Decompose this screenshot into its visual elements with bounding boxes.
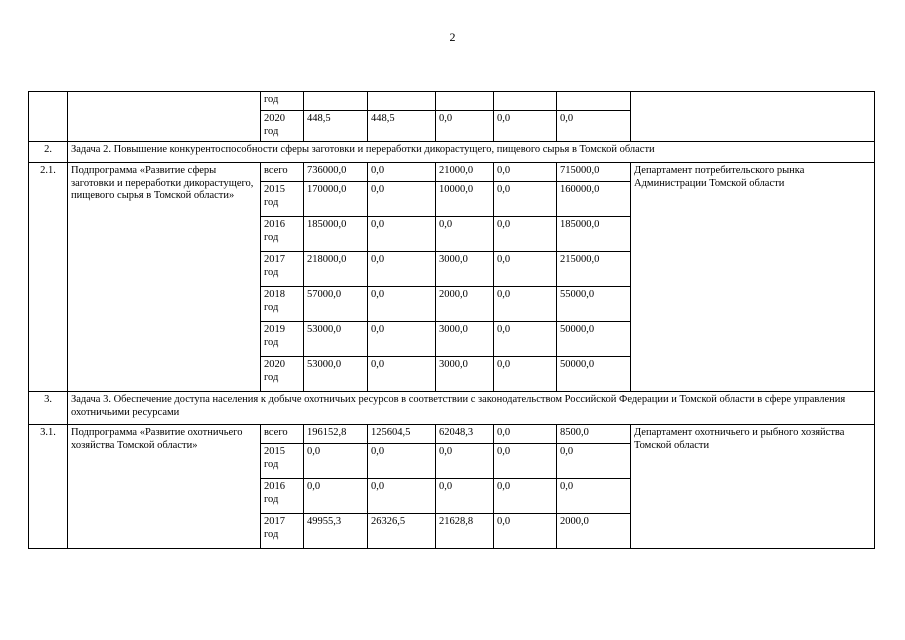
task-row	[29, 392, 875, 425]
period-cell: 2017 год	[261, 514, 304, 549]
name-cell	[68, 92, 261, 142]
period-cell: 2016 год	[261, 479, 304, 514]
value-cell: 0,0	[304, 444, 368, 479]
value-cell: 8500,0	[557, 425, 631, 444]
task-text: Задача 3. Обеспечение доступа населения к добыче охотничьих ресурсов в соответствии с законодательством Российской Федерации и Томской области в сфере управления охотничьими ресурсами	[68, 392, 875, 425]
value-cell: 0,0	[494, 357, 557, 392]
value-cell: 0,0	[494, 217, 557, 252]
value-cell: 0,0	[557, 479, 631, 514]
value-cell: 21000,0	[436, 163, 494, 182]
value-cell: 0,0	[494, 287, 557, 322]
value-cell: 3000,0	[436, 322, 494, 357]
value-cell: 0,0	[368, 252, 436, 287]
value-cell: 0,0	[436, 444, 494, 479]
value-cell: 0,0	[368, 322, 436, 357]
value-cell: 0,0	[368, 357, 436, 392]
value-cell: 0,0	[304, 479, 368, 514]
value-cell: 2000,0	[557, 514, 631, 549]
value-cell: 0,0	[557, 444, 631, 479]
value-cell: 185000,0	[557, 217, 631, 252]
value-cell	[368, 92, 436, 111]
value-cell: 3000,0	[436, 252, 494, 287]
period-cell: год	[261, 92, 304, 111]
responsible-cell: Департамент потребительского рынка Администрации Томской области	[631, 163, 875, 392]
subprogram-name: Подпрограмма «Развитие охотничьего хозяйства Томской области»	[68, 425, 261, 549]
period-cell: 2020 год	[261, 111, 304, 142]
value-cell: 125604,5	[368, 425, 436, 444]
value-cell: 2000,0	[436, 287, 494, 322]
subprogram-number: 2.1.	[29, 163, 68, 392]
value-cell: 0,0	[368, 182, 436, 217]
task-number: 3.	[29, 392, 68, 425]
value-cell: 0,0	[494, 444, 557, 479]
responsible-cell: Департамент охотничьего и рыбного хозяйства Томской области	[631, 425, 875, 549]
value-cell: 0,0	[494, 163, 557, 182]
period-cell: 2015 год	[261, 444, 304, 479]
value-cell: 0,0	[436, 479, 494, 514]
value-cell	[494, 92, 557, 111]
value-cell: 62048,3	[436, 425, 494, 444]
period-cell: всего	[261, 425, 304, 444]
continuation-header-row	[29, 92, 875, 111]
value-cell: 0,0	[494, 111, 557, 142]
value-cell: 53000,0	[304, 357, 368, 392]
value-cell: 0,0	[557, 111, 631, 142]
number-cell	[29, 92, 68, 142]
period-cell: 2020 год	[261, 357, 304, 392]
year-row	[29, 425, 875, 444]
value-cell: 185000,0	[304, 217, 368, 252]
responsible-cell	[631, 92, 875, 142]
period-cell: 2018 год	[261, 287, 304, 322]
value-cell: 170000,0	[304, 182, 368, 217]
subprogram-name: Подпрограмма «Развитие сферы заготовки и переработки дикорастущего, пищевого сырья в Томской области»	[68, 163, 261, 392]
value-cell: 21628,8	[436, 514, 494, 549]
value-cell: 55000,0	[557, 287, 631, 322]
subprogram-number: 3.1.	[29, 425, 68, 549]
value-cell: 0,0	[368, 479, 436, 514]
value-cell: 53000,0	[304, 322, 368, 357]
value-cell: 0,0	[494, 252, 557, 287]
value-cell: 0,0	[436, 217, 494, 252]
period-cell: 2015 год	[261, 182, 304, 217]
value-cell: 0,0	[368, 163, 436, 182]
value-cell: 26326,5	[368, 514, 436, 549]
value-cell: 49955,3	[304, 514, 368, 549]
period-cell: 2017 год	[261, 252, 304, 287]
program-table	[28, 91, 875, 549]
value-cell: 218000,0	[304, 252, 368, 287]
value-cell: 448,5	[304, 111, 368, 142]
value-cell	[557, 92, 631, 111]
page-number: 2	[449, 30, 456, 44]
value-cell: 0,0	[494, 514, 557, 549]
value-cell: 50000,0	[557, 322, 631, 357]
value-cell: 736000,0	[304, 163, 368, 182]
value-cell	[436, 92, 494, 111]
task-number: 2.	[29, 142, 68, 163]
value-cell: 0,0	[436, 111, 494, 142]
period-cell: всего	[261, 163, 304, 182]
value-cell: 0,0	[494, 425, 557, 444]
period-cell: 2016 год	[261, 217, 304, 252]
value-cell	[304, 92, 368, 111]
value-cell: 50000,0	[557, 357, 631, 392]
value-cell: 448,5	[368, 111, 436, 142]
value-cell: 715000,0	[557, 163, 631, 182]
value-cell: 160000,0	[557, 182, 631, 217]
value-cell: 0,0	[368, 217, 436, 252]
value-cell: 0,0	[494, 182, 557, 217]
value-cell: 0,0	[368, 287, 436, 322]
task-row	[29, 142, 875, 163]
value-cell: 57000,0	[304, 287, 368, 322]
task-text: Задача 2. Повышение конкурентоспособности сферы заготовки и переработки дикорастущего, пищевого сырья в Томской области	[68, 142, 875, 163]
value-cell: 196152,8	[304, 425, 368, 444]
value-cell: 0,0	[494, 322, 557, 357]
year-row	[29, 163, 875, 182]
value-cell: 0,0	[368, 444, 436, 479]
value-cell: 215000,0	[557, 252, 631, 287]
value-cell: 3000,0	[436, 357, 494, 392]
value-cell: 10000,0	[436, 182, 494, 217]
period-cell: 2019 год	[261, 322, 304, 357]
value-cell: 0,0	[494, 479, 557, 514]
